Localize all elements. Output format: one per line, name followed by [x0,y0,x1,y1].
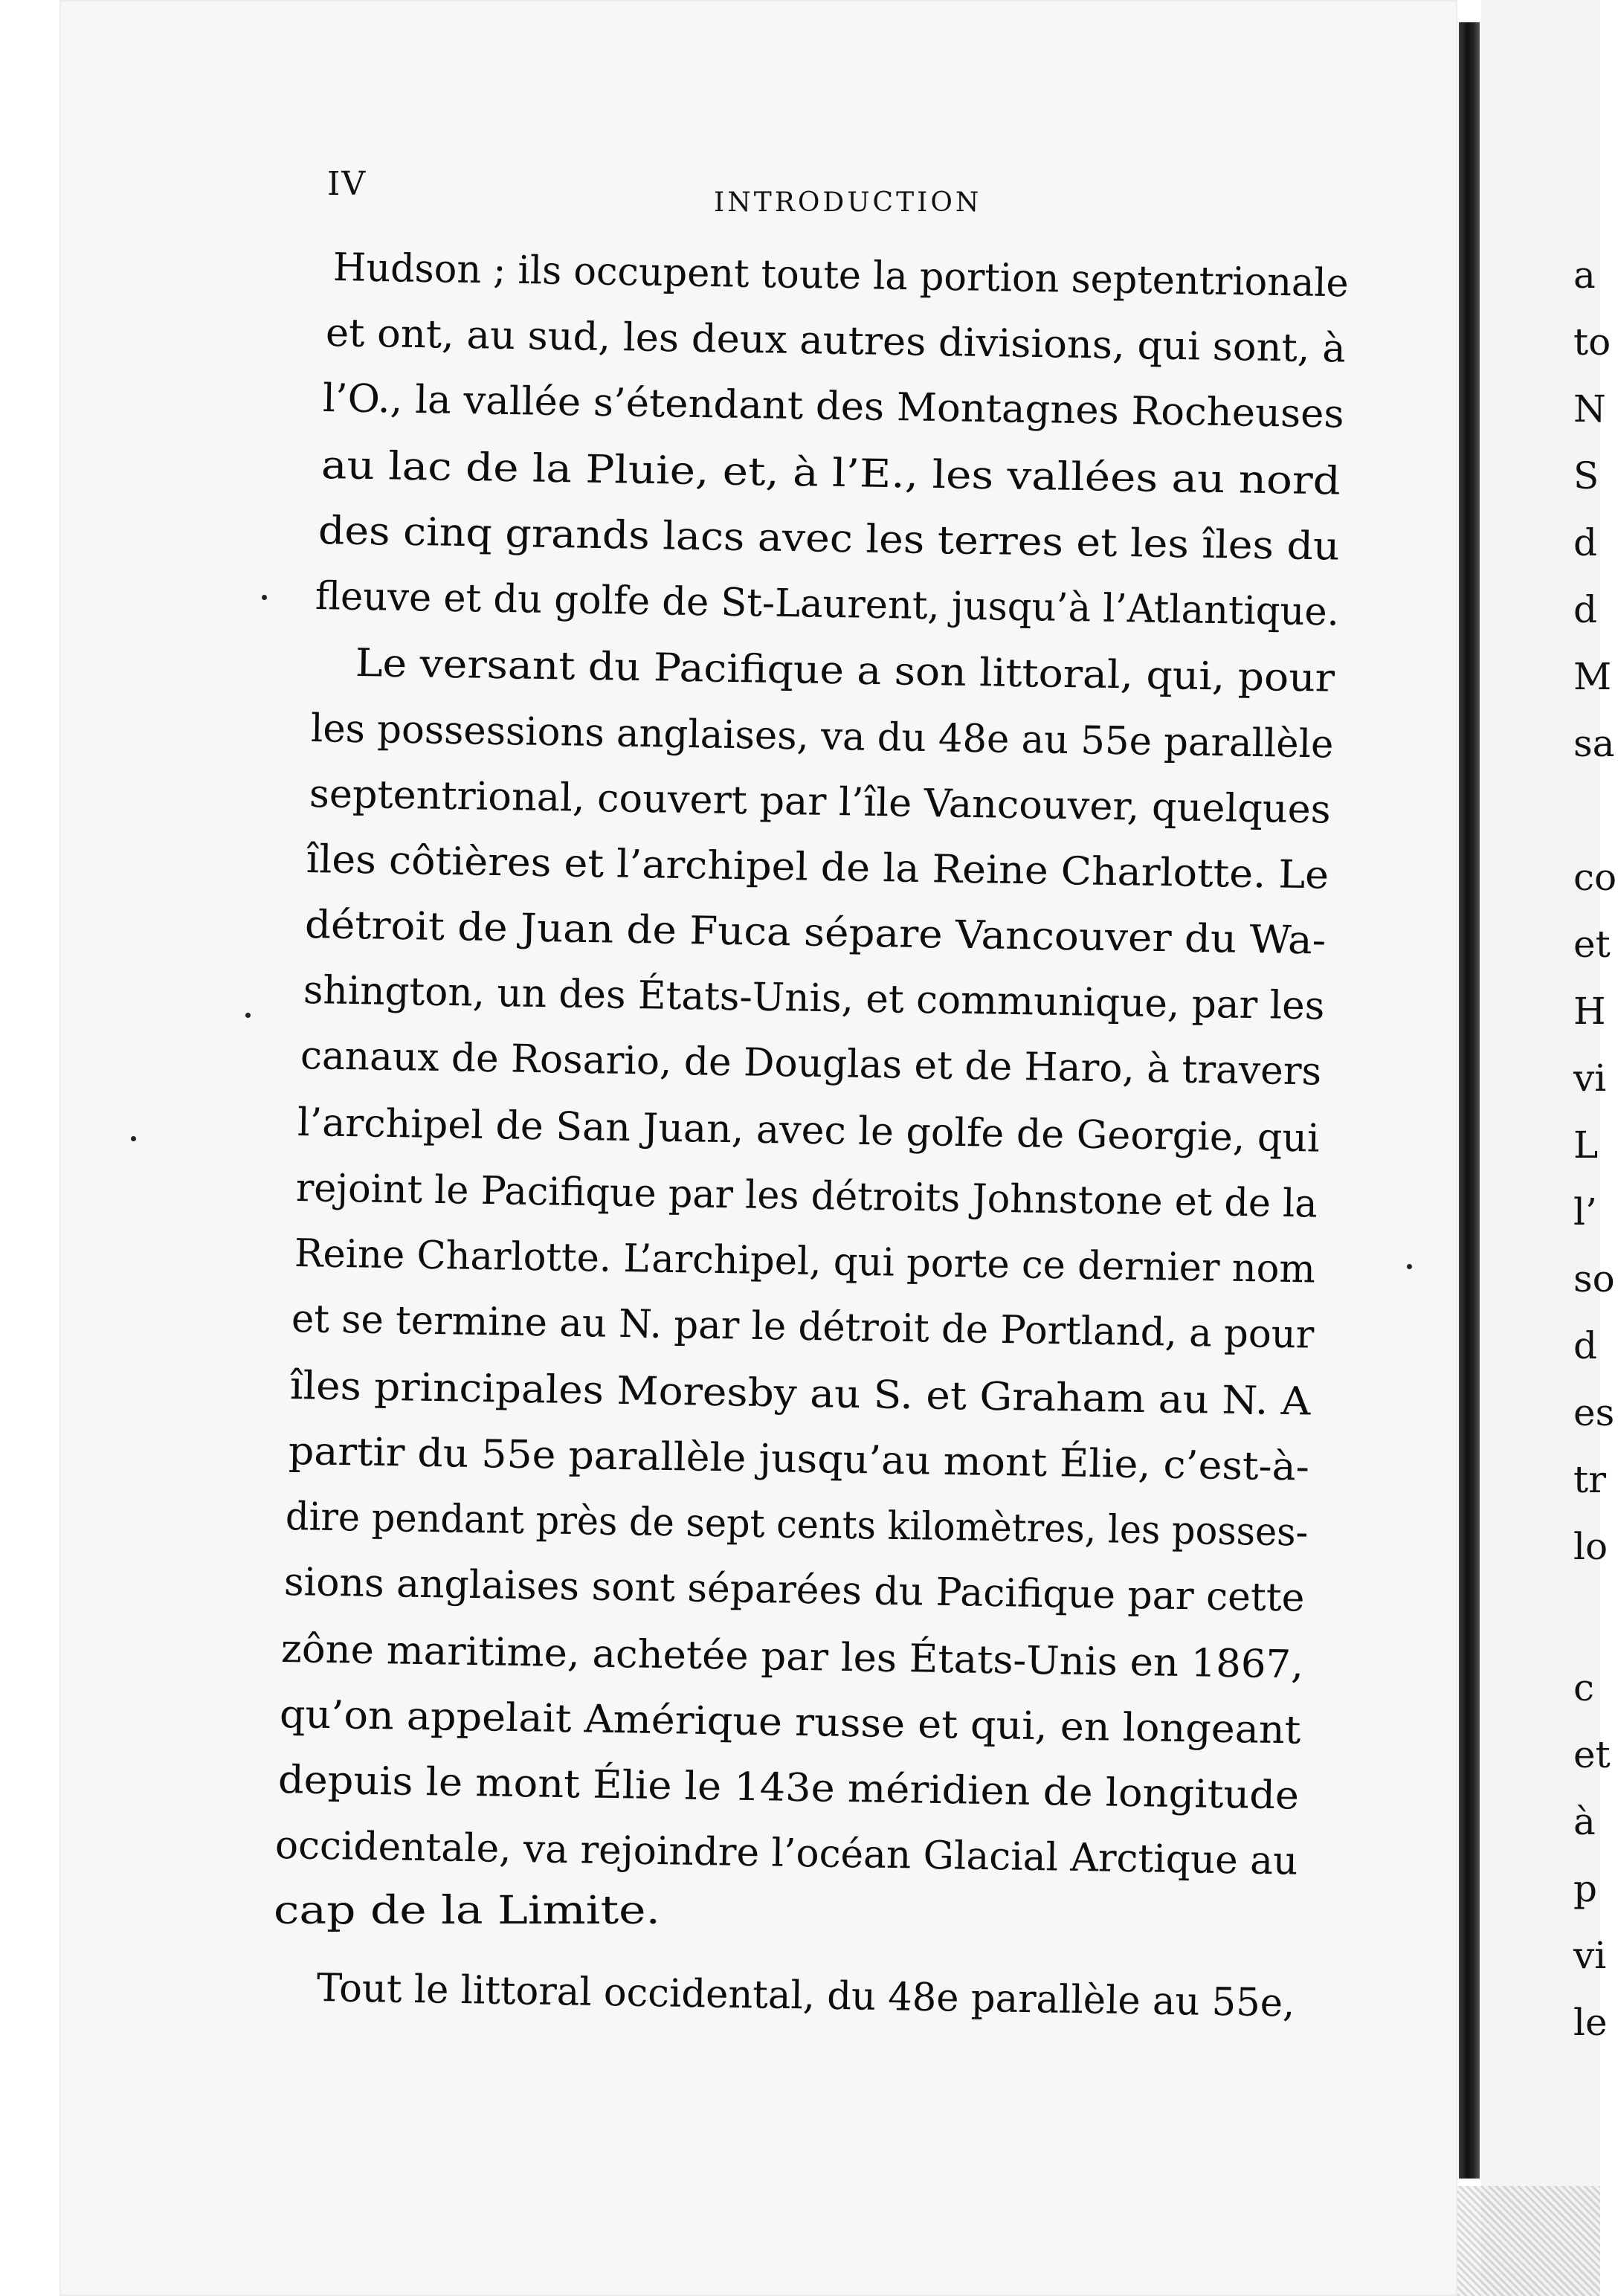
facing-text-fragment: le [1573,2001,1608,2044]
facing-text-fragment: sa [1573,722,1615,765]
facing-text-fragment: d [1573,588,1598,631]
text-line: septentrional, couvert par l’île Vancouver, quelques [309,772,1332,833]
facing-text-fragment: p [1573,1867,1598,1910]
text-line: fleuve et du golfe de St-Laurent, jusqu’à l’Atlantique. [315,574,1340,635]
text-line: Le versant du Pacifique a son littoral, qui, pour [355,641,1335,701]
scan-speck [262,595,267,600]
facing-text-fragment: es [1573,1391,1615,1434]
text-line: l’O., la vallée s’étendant des Montagnes Rocheuses [322,376,1344,437]
facing-text-fragment: so [1573,1257,1615,1300]
text-line: détroit de Juan de Fuca sépare Vancouver du Wa- [304,903,1327,964]
text-line: Reine Charlotte. L’archipel, qui porte ce dernier nom [294,1231,1316,1292]
page-gutter [1459,22,1480,2179]
facing-text-fragment: L [1573,1123,1599,1167]
facing-text-fragment: à [1573,1800,1596,1843]
facing-text-fragment: S [1573,454,1599,497]
facing-text-fragment: vi [1573,1057,1607,1100]
text-line: les possessions anglaises, va du 48e au 55e parallèle [310,706,1334,767]
facing-text-fragment: l’ [1573,1190,1597,1234]
facing-text-fragment: d [1573,521,1598,564]
text-line: qu’on appelait Amérique russe et qui, en longeant [279,1692,1301,1753]
text-line: rejoint le Pacifique par les détroits Johnstone et de la [295,1166,1318,1227]
facing-text-fragment: N [1573,387,1606,430]
text-line: depuis le mont Élie le 143e méridien de longitude [277,1758,1300,1819]
scan-speck [1407,1264,1412,1269]
facing-text-fragment: tr [1573,1458,1606,1501]
facing-text-fragment: lo [1573,1525,1608,1568]
facing-text-fragment: to [1573,320,1611,364]
text-line: Hudson ; ils occupent toute la portion septentrionale [332,245,1350,306]
facing-text-fragment: et [1573,923,1611,966]
scan-speck [131,1136,136,1141]
text-line: zône maritime, achetée par les États-Unis en 1867, [280,1627,1304,1688]
text-line: dire pendant près de sept cents kilomètres, les posses- [285,1494,1309,1555]
facing-page-edge [1481,0,1617,2296]
text-line: et ont, au sud, les deux autres divisions, qui sont, à [325,311,1347,372]
text-line: l’archipel de San Juan, avec le golfe de Georgie, qui [297,1100,1321,1161]
page-number: IV [327,165,367,203]
facing-text-fragment: d [1573,1324,1598,1367]
facing-text-fragment: et [1573,1733,1611,1776]
facing-text-fragment: c [1573,1666,1595,1709]
facing-text-fragment: H [1573,990,1606,1033]
running-title: INTRODUCTION [714,187,982,218]
text-line: occidentale, va rejoindre l’océan Glacial Arctique au [274,1823,1298,1884]
text-line: et se termine au N. par le détroit de Portland, a pour [291,1297,1315,1358]
text-line: sions anglaises sont séparées du Pacifique par cette [283,1560,1305,1621]
text-line: cap de la Limite. [274,1889,661,1933]
scan-speck [245,1013,251,1018]
text-line: îles principales Moresby au S. et Graham au N. A [289,1364,1311,1425]
facing-text-fragment: vi [1573,1934,1607,1977]
text-line: des cinq grands lacs avec les terres et les îles du [318,509,1341,570]
scan-edge-noise [1457,2186,1600,2296]
facing-text-fragment: co [1573,856,1617,899]
text-line: canaux de Rosario, de Douglas et de Haro, à travers [300,1033,1322,1094]
facing-text-fragment: a [1573,254,1596,297]
facing-text-fragment: M [1573,655,1612,698]
text-line: îles côtières et l’archipel de la Reine Charlotte. Le [306,837,1329,898]
text-line: partir du 55e parallèle jusqu’au mont Élie, c’est-à- [288,1429,1310,1490]
text-line: au lac de la Pluie, et, à l’E., les vallées au nord [320,443,1341,504]
text-line: Tout le littoral occidental, du 48e parallèle au 55e, [316,1966,1295,2026]
text-line: shington, un des États-Unis, et communique, par les [303,968,1325,1029]
